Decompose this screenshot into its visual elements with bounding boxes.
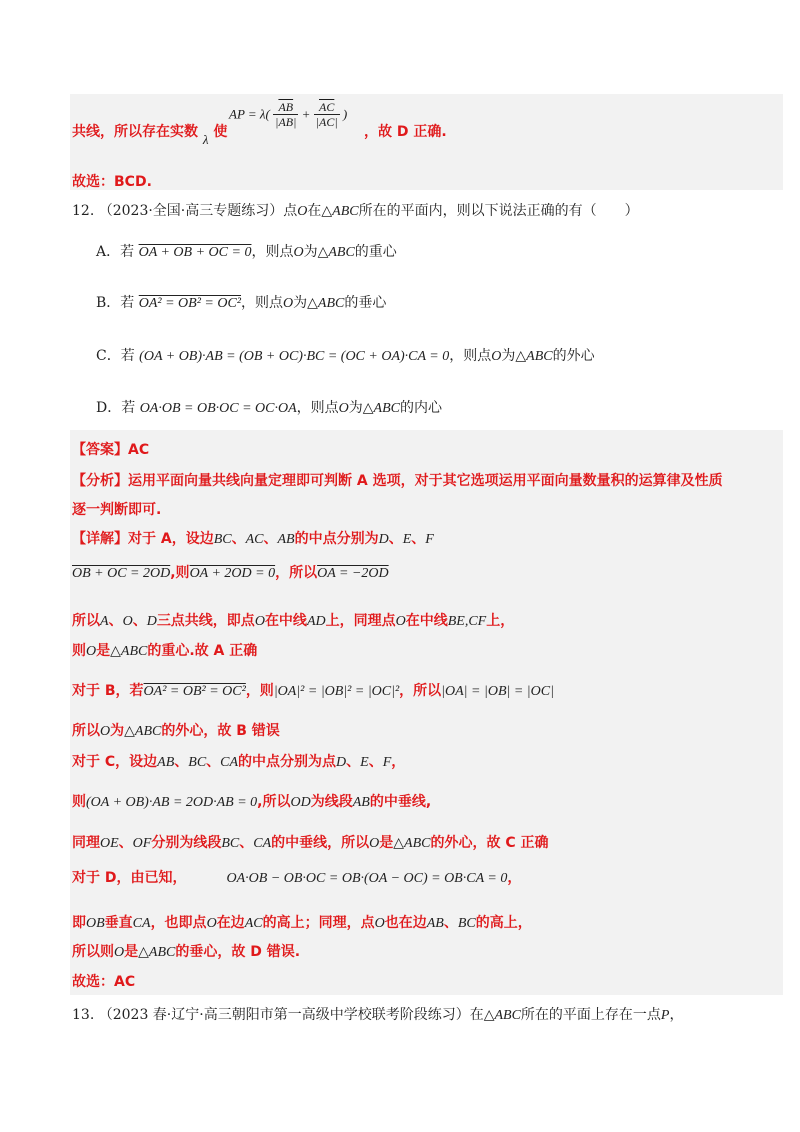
- option-c-label: C．若: [96, 348, 135, 364]
- option-d-end: 的内心: [399, 400, 442, 416]
- t: 所以: [72, 613, 100, 629]
- sep: 、: [239, 835, 254, 851]
- var-d: D: [146, 614, 157, 629]
- sep: 、: [108, 613, 123, 629]
- t: 上，: [486, 613, 515, 629]
- var-e: E: [402, 532, 412, 547]
- var-bc: BC: [457, 916, 476, 931]
- t: 为: [110, 723, 125, 739]
- sep: 、: [368, 754, 383, 770]
- t: ，则: [245, 683, 274, 699]
- q13-source: （2023 春·辽宁·高三朝阳市第一高级中学校联考阶段练习）在: [98, 1007, 484, 1023]
- sep: 、: [132, 613, 147, 629]
- var-bc: BC: [221, 836, 240, 851]
- sep: 、: [231, 531, 246, 547]
- t: 在中线: [405, 613, 448, 629]
- q12-stem: [72, 200, 639, 220]
- var-ad: AD: [306, 614, 326, 629]
- solution-box: [70, 430, 783, 995]
- t: 同理: [72, 835, 100, 851]
- option-b-triangle: △ABC: [307, 296, 345, 311]
- t: 的中点分别为点: [238, 754, 337, 770]
- sep: 、: [263, 531, 278, 547]
- option-d-mid: ，则点: [296, 400, 339, 416]
- fraction-ac: [314, 100, 340, 129]
- option-b-o: O: [283, 296, 294, 311]
- analysis-line-1: 【分析】运用平面向量共线向量定理即可判断 A 选项，对于其它选项运用平面向量数量积的运算律及性质: [72, 473, 723, 489]
- option-b-wei: 为: [293, 295, 308, 311]
- var-o: O: [206, 916, 217, 931]
- sep: 、: [346, 754, 361, 770]
- solution-choice: 故选：AC: [72, 974, 136, 990]
- option-d-wei: 为: [348, 400, 363, 416]
- t: ，所以: [399, 683, 442, 699]
- expr-oa-neg2od: OA = −2OD: [317, 566, 389, 581]
- var-ob: OB: [86, 916, 105, 931]
- var-ca: CA: [220, 755, 239, 770]
- t: 也在边: [384, 915, 427, 931]
- detail-line-12: [72, 941, 300, 961]
- fraction-ab-num: $\overline{AB}$: [273, 100, 298, 115]
- var-o: O: [86, 644, 97, 659]
- detail-line-10: [72, 867, 521, 887]
- prev-answer-line: [72, 121, 228, 147]
- var-triangle: △ABC: [110, 644, 148, 659]
- t: 所以则: [72, 944, 114, 960]
- option-a-mid: ，则点: [251, 244, 294, 260]
- expr-d-dot: OA·OB − OB·OC = OB·(OA − OC) = OB·CA = 0: [226, 871, 508, 886]
- t: 三点共线，即点: [156, 613, 255, 629]
- var-od: OD: [290, 795, 311, 810]
- expr-abs-squares: |OA|² = |OB|² = |OC|²: [273, 684, 400, 699]
- t: 的高上；同理，点: [262, 915, 375, 931]
- sep: 、: [411, 531, 426, 547]
- option-b-end: 的垂心: [344, 295, 387, 311]
- var-ab: AB: [157, 755, 175, 770]
- expr-oa-2od: OA + 2OD = 0: [189, 566, 276, 581]
- analysis-line-2: 逐一判断即可.: [72, 502, 162, 518]
- q12-zai: 在: [307, 203, 322, 219]
- option-b-mid: ，则点: [241, 295, 284, 311]
- t: 的高上，: [475, 915, 532, 931]
- t: ，: [391, 754, 406, 770]
- var-of: OF: [132, 836, 152, 851]
- option-b-label: B．若: [96, 295, 135, 311]
- t: 为线段: [310, 794, 353, 810]
- formula-close: ): [342, 106, 348, 122]
- var-be-cf: BE,CF: [447, 614, 487, 629]
- formula-lhs: AP = λ(: [229, 106, 270, 122]
- text-suoyi: ，所以: [275, 565, 318, 581]
- t: 在边: [216, 915, 245, 931]
- var-d: D: [336, 755, 347, 770]
- t: 的外心，故 C 正确: [430, 835, 549, 851]
- t: 的重心.故 A 正确: [147, 643, 258, 659]
- option-c-o: O: [491, 349, 502, 364]
- var-o: O: [122, 614, 133, 629]
- t: 对于 C，设边: [72, 754, 158, 770]
- var-bc: BC: [188, 755, 207, 770]
- option-d-label: D．若: [96, 400, 136, 416]
- var-triangle: △ABC: [124, 724, 162, 739]
- var-bc: BC: [213, 532, 232, 547]
- option-a-triangle: △ABC: [317, 245, 355, 260]
- t: 即: [72, 915, 86, 931]
- lambda-symbol: λ: [202, 132, 209, 147]
- fraction-ab-den: |AB|: [275, 115, 297, 129]
- sep: 、: [174, 754, 189, 770]
- var-ab: AB: [352, 795, 370, 810]
- q12-point-o: O: [297, 204, 308, 219]
- t: 所以: [72, 723, 100, 739]
- t: 在中线: [264, 613, 307, 629]
- var-ac: AC: [245, 532, 264, 547]
- detail-mid: 的中点分别为: [294, 531, 379, 547]
- prev-answer-box: [70, 94, 783, 190]
- q13-stem: [72, 1004, 683, 1024]
- detail-line-9: [72, 832, 549, 852]
- t: 是: [96, 643, 111, 659]
- sep: 、: [206, 754, 221, 770]
- detail-line-7: [72, 751, 405, 771]
- detail-line-1: [72, 528, 434, 548]
- var-triangle: △ABC: [138, 945, 176, 960]
- q12-triangle: △ABC: [321, 204, 359, 219]
- t: 的外心，故 B 错误: [161, 723, 280, 739]
- var-e: E: [360, 755, 369, 770]
- q12-source: （2023·全国·高三专题练习）点: [98, 203, 298, 219]
- t: ，: [507, 870, 522, 886]
- t: 是: [379, 835, 394, 851]
- expr-ob-oc: OB + OC = 2OD: [72, 566, 171, 581]
- fraction-ab: [273, 100, 298, 129]
- t: 对于 B，若: [72, 683, 144, 699]
- var-o: O: [114, 945, 125, 960]
- var-oe: OE: [100, 836, 119, 851]
- var-ca: CA: [132, 916, 151, 931]
- q12-option-b: [96, 292, 386, 312]
- var-ab: AB: [277, 532, 295, 547]
- detail-line-6: [72, 720, 280, 740]
- expr-c-dot: (OA + OB)·AB = 2OD·AB = 0: [86, 795, 258, 810]
- option-d-triangle: △ABC: [362, 401, 400, 416]
- prev-answer-text-1: 共线，所以存在实数: [72, 124, 198, 140]
- t: ,所以: [257, 794, 291, 810]
- fraction-ac-den: |AC|: [315, 115, 338, 129]
- formula-plus: +: [301, 106, 311, 122]
- t: 上，同理点: [325, 613, 396, 629]
- detail-line-4: [72, 640, 257, 660]
- option-a-label: A．若: [96, 244, 135, 260]
- t: 的中垂线，所以: [271, 835, 370, 851]
- var-o: O: [374, 916, 385, 931]
- detail-line-5: [72, 680, 554, 700]
- option-a-expr: OA + OB + OC = 0: [138, 245, 252, 260]
- var-ac: AC: [244, 916, 263, 931]
- q12-option-c: [96, 345, 595, 365]
- t: ，也即点: [150, 915, 207, 931]
- var-triangle: △ABC: [393, 836, 431, 851]
- prev-answer-shi: 使: [213, 124, 228, 140]
- option-d-expr: OA·OB = OB·OC = OC·OA: [139, 401, 297, 416]
- sep: 、: [388, 531, 403, 547]
- t: 的垂心，故 D 错误.: [175, 944, 301, 960]
- option-c-end: 的外心: [552, 348, 595, 364]
- t: 则: [72, 643, 86, 659]
- option-c-expr: (OA + OB)·AB = (OB + OC)·BC = (OC + OA)·CA = 0: [139, 349, 450, 364]
- sep: 、: [443, 915, 458, 931]
- option-c-mid: ，则点: [449, 348, 492, 364]
- t: 分别为线段: [151, 835, 222, 851]
- prev-answer-conclusion: ，故 D 正确.: [364, 124, 447, 140]
- detail-intro: 【详解】对于 A，设边: [72, 531, 214, 547]
- var-d: D: [378, 532, 389, 547]
- q13-number: 13.: [72, 1007, 95, 1023]
- detail-line-8: [72, 791, 431, 811]
- detail-line-11: [72, 912, 532, 932]
- prev-answer-formula: [229, 100, 347, 129]
- var-o: O: [100, 724, 111, 739]
- var-a: A: [100, 614, 109, 629]
- var-f: F: [382, 755, 392, 770]
- option-b-expr: OA² = OB² = OC²: [138, 296, 242, 311]
- var-o: O: [369, 836, 380, 851]
- var-ca: CA: [253, 836, 272, 851]
- q12-number: 12.: [72, 203, 95, 219]
- q13-end: ，: [669, 1007, 684, 1023]
- option-c-triangle: △ABC: [515, 349, 553, 364]
- var-o: O: [395, 614, 406, 629]
- q12-option-a: [96, 241, 397, 261]
- option-c-wei: 为: [501, 348, 516, 364]
- detail-line-3: [72, 610, 514, 630]
- detail-line-2: [72, 562, 389, 582]
- sep: 、: [118, 835, 133, 851]
- option-d-o: O: [338, 401, 349, 416]
- var-f: F: [425, 532, 434, 547]
- q13-point-p: P: [660, 1008, 670, 1023]
- t: 垂直: [104, 915, 133, 931]
- q12-option-d: [96, 397, 442, 417]
- t: 对于 D，由已知，: [72, 870, 187, 886]
- q12-stem-end: 所在的平面内，则以下说法正确的有（ ）: [358, 203, 639, 219]
- option-a-end: 的重心: [354, 244, 397, 260]
- text-ze: ,则: [170, 565, 190, 581]
- option-a-wei: 为: [303, 244, 318, 260]
- expr-abs-equal: |OA| = |OB| = |OC|: [441, 684, 554, 699]
- fraction-ac-num: $\overline{AC}$: [314, 100, 340, 115]
- option-a-o: O: [293, 245, 304, 260]
- answer-tag: 【答案】AC: [72, 442, 150, 458]
- expr-squares: OA² = OB² = OC²: [143, 684, 246, 699]
- prev-answer-choice: 故选：BCD.: [72, 174, 152, 190]
- q13-mid: 所在的平面上存在一点: [520, 1007, 661, 1023]
- var-ab: AB: [426, 916, 444, 931]
- t: 是: [124, 944, 139, 960]
- q13-triangle: △ABC: [483, 1008, 521, 1023]
- t: 的中垂线,: [369, 794, 432, 810]
- t: 则: [72, 794, 86, 810]
- var-o: O: [254, 614, 265, 629]
